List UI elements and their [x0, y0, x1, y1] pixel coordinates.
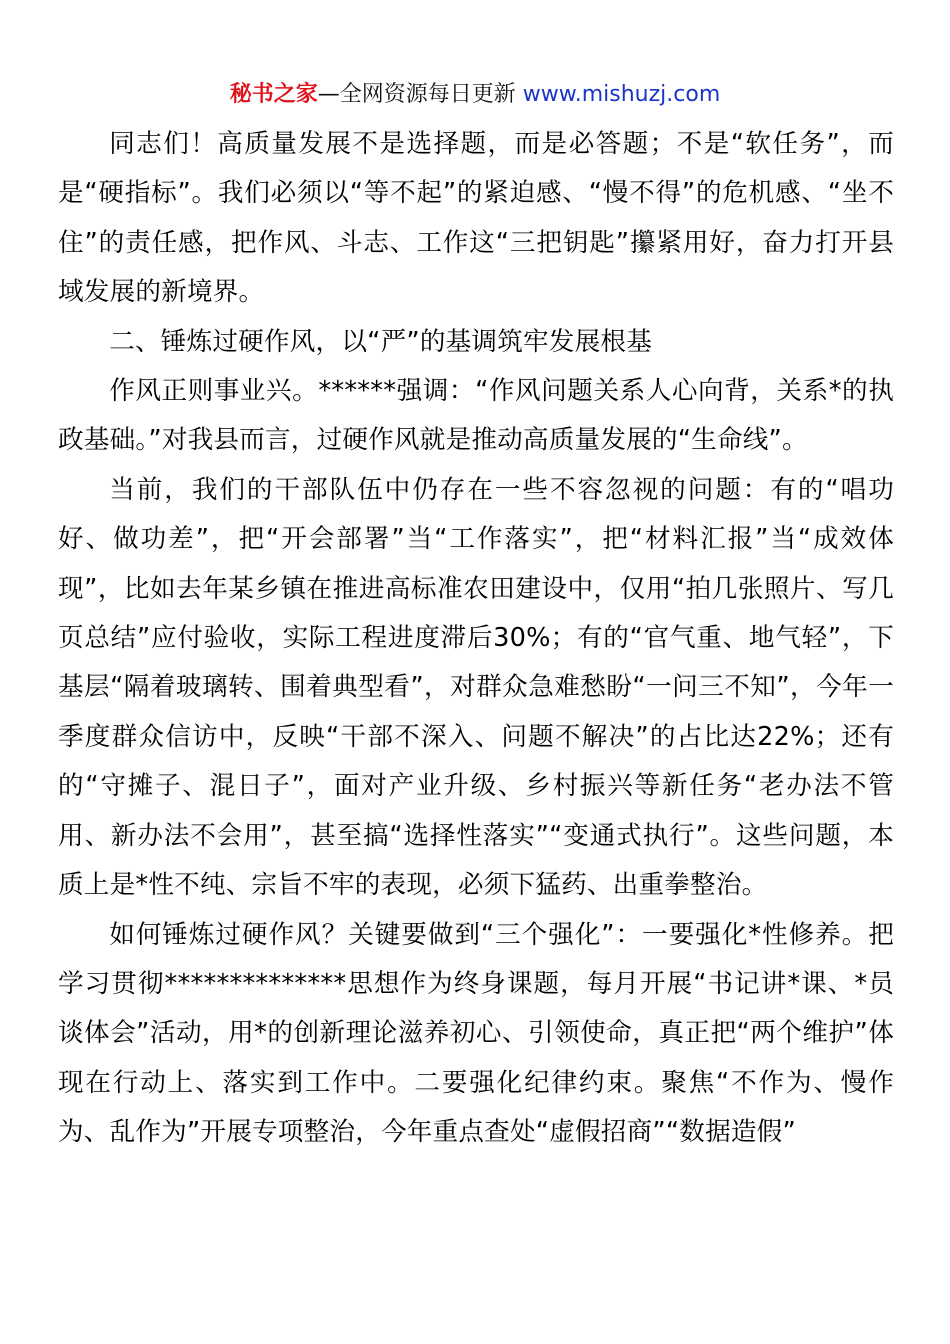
section-heading: 二、锤炼过硬作风，以“严”的基调筑牢发展根基 — [109, 326, 652, 357]
document-body — [58, 120, 894, 1158]
site-tagline: —全网资源每日更新 — [317, 82, 516, 107]
paragraph-intro: 同志们！高质量发展不是选择题，而是必答题；不是“软任务”，而是“硬指标”。我们必须以“等不起”的紧迫感、“慢不得”的危机感、“坐不住”的责任感，把作风、斗志、工作这“三把钥匙”攥紧用好，奋力打开县域发展的新境界。 — [58, 129, 894, 308]
paragraph: 当前，我们的干部队伍中仍存在一些不容忽视的问题：有的“唱功好、做功差”，把“开会部署”当“工作落实”，把“材料汇报”当“成效体现”，比如去年某乡镇在推进高标准农田建设中，仅用“拍几张照片、写几页总结”应付验收，实际工程进度滞后30%；有的“官气重、地气轻”，下基层“隔着玻璃转、围着典型看”，对群众急难愁盼“一问三不知”，今年一季度群众信访中，反映“干部不深入、问题不解决”的占比达22%；还有的“守摊子、混日子”，面对产业升级、乡村振兴等新任务“老办法不管用、新办法不会用”，甚至搞“选择性落实”“变通式执行”。这些问题，本质上是*性不纯、宗旨不牢的表现，必须下猛药、出重拳整治。 — [58, 474, 894, 901]
paragraph: 作风正则事业兴。******强调：“作风问题关系人心向背，关系*的执政基础。”对我县而言，过硬作风就是推动高质量发展的“生命线”。 — [58, 376, 894, 456]
site-header — [0, 80, 950, 110]
site-brand: 秘书之家 — [229, 82, 318, 107]
paragraph: 如何锤炼过硬作风？关键要做到“三个强化”：一要强化*性修养。把学习贯彻**************思想作为终身课题，每月开展“书记讲*课、*员谈体会”活动，用*的创新理论滋养初心、引领使命，真正把“两个维护”体现在行动上、落实到工作中。二要强化纪律约束。聚焦“不作为、慢作为、乱作为”开展专项整治，今年重点查处“虚假招商”“数据造假” — [58, 919, 894, 1148]
site-url-link[interactable]: www.mishuzj.com — [522, 82, 721, 107]
